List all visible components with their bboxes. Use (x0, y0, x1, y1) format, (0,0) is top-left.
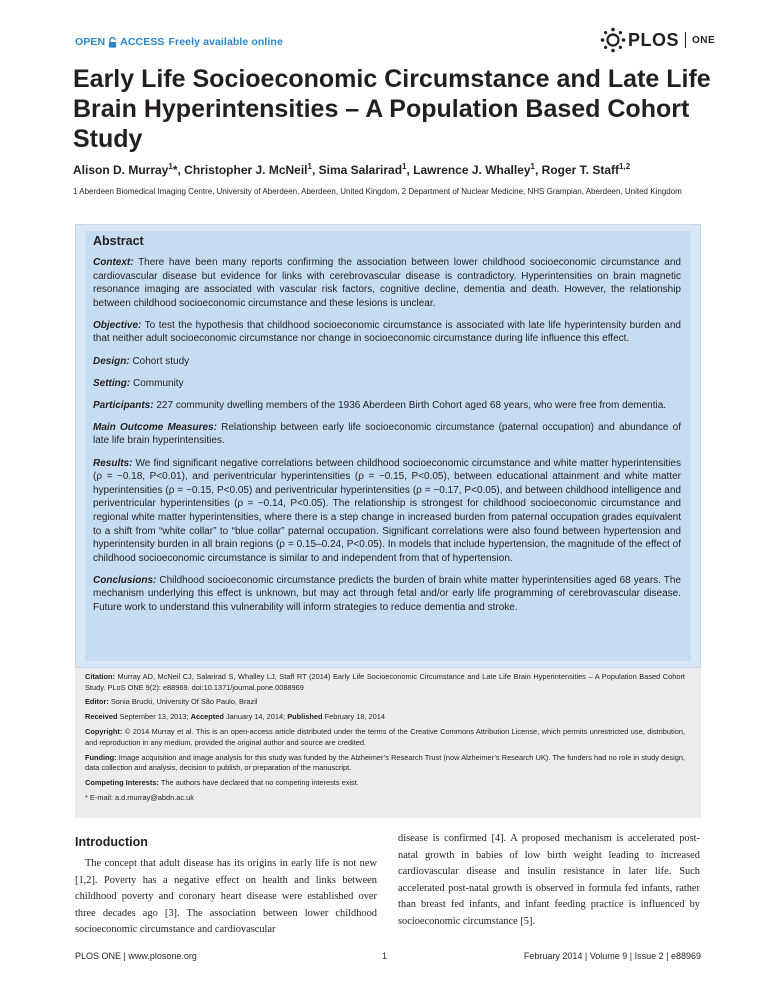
access-label: ACCESS (120, 36, 165, 48)
abstract-heading: Abstract (93, 234, 144, 248)
editor-label: Editor: (85, 697, 109, 707)
section-text: Relationship between early life socioeconomic circumstance (paternal occupation) and abundance of late life brain hyperintensities. (93, 421, 681, 447)
abstract-section-context (93, 256, 681, 310)
author-name[interactable]: Roger T. Staff (541, 163, 620, 177)
open-label: OPEN (75, 36, 106, 48)
section-label: Design: (93, 355, 130, 367)
citation-label: Citation: (85, 672, 115, 681)
intro-left-column: The concept that adult disease has its origins in early life is not new [1,2]. Poverty has a negative effect on health and links between childhood poverty and coronary heart disease were established over three decades ago [3]. The association between lower childhood socioeconomic circumstance and cardiovascular (75, 858, 377, 936)
section-text: To test the hypothesis that childhood socioeconomic circumstance is associated with late life hyperintensity burden and that neither adult socioeconomic circumstance nor change in socioeconomic circumstance during life influence this effect. (93, 319, 681, 345)
email-line[interactable]: * E-mail: a.d.murray@abdn.ac.uk (85, 793, 194, 803)
corresponding-mark: * (172, 163, 178, 177)
abstract-section-outcome-measures (93, 421, 681, 448)
abstract-content (93, 234, 681, 623)
article-title: Early Life Socioeconomic Circumstance and Late Life Brain Hyperintensities – A Population Based Cohort Study (73, 65, 711, 153)
accepted-date: January 14, 2014; (225, 712, 286, 722)
citation-line (85, 672, 685, 693)
author-list: Alison D. Murray$^1$*, Christopher J. McNeil$^1$, Sima Salarirad$^1$, Lawrence J. Whalley$^1$, Roger T. Staff$^{1,2}$ (73, 162, 631, 177)
abstract-section-results (93, 457, 681, 566)
funding-line (85, 753, 685, 774)
abstract-section-participants (93, 399, 681, 413)
plos-one-logo[interactable] (600, 27, 715, 53)
abstract-section-objective (93, 319, 681, 346)
section-label: Context: (93, 257, 134, 268)
dates-line (85, 712, 685, 723)
section-label: Main Outcome Measures: (93, 421, 217, 433)
author-affiliation-sup: 1 (307, 162, 312, 171)
affiliations: 1 Aberdeen Biomedical Imaging Centre, University of Aberdeen, Aberdeen, United Kingdom, 2 Department of Nuclear Medicine, NHS Grampian, Aberdeen, United Kingdom (73, 187, 682, 196)
received-date: September 13, 2013; (119, 712, 189, 722)
introduction-heading: Introduction (75, 835, 148, 849)
accepted-label: Accepted (190, 712, 224, 722)
copyright-line (85, 727, 685, 748)
section-text: Childhood socioeconomic circumstance predicts the burden of brain white matter hyperintensities aged 68 years. The mechanism underlying this effect is unknown, but may act through fetal and/or early life programming of cerebrovascular disease. Future work to understand this vulnerability will inform strategies to reduce dementia and stroke. (93, 574, 681, 613)
published-date: February 18, 2014 (324, 712, 385, 722)
author-name[interactable]: Lawrence J. Whalley (413, 163, 531, 177)
logo-divider (685, 32, 686, 48)
footer-issue: February 2014 | Volume 9 | Issue 2 | e88969 (523, 951, 701, 961)
competing-label: Competing Interests: (85, 778, 159, 788)
funding-text: Image acquisition and image analysis for this study was funded by the Alzheimer’s Research Trust (now Alzheimer’s Research UK). The funders had no role in study design, data collection and analysis, decision to publish, or preparation of the manuscript. (85, 752, 685, 773)
plos-logo-text: PLOS (628, 29, 680, 50)
editor-line (85, 697, 685, 708)
section-label: Results: (93, 457, 133, 469)
abstract-section-design (93, 355, 681, 369)
copyright-text: © 2014 Murray et al. This is an open-access article distributed under the terms of the Creative Commons Attribution License, which permits unrestricted use, distribution, and reproduction in any medium, provided the original author and source are credited. (85, 727, 685, 747)
journal-logo-text: ONE (692, 34, 716, 46)
section-text: We find significant negative correlations between childhood socioeconomic circumstance and white matter hyperintensities (ρ = −0.18, P<0.01), and periventricular hyperintensities (ρ = −0.15, P<0.05), between educational attainment and white matter hyperintensities (ρ = −0.15, P<0.05) and periventricular hyperintensities (ρ = −0.17, P<0.05), and between childhood intelligence and periventricular hyperintensities (ρ = −0.14, P<0.05). The relationship is strongest for childhood socioeconomic circumstance and regional white matter hyperintensities, where there is a step change in increased burden from paternal occupation grades equivalent to a shift from “white collar” to “blue collar” paternal occupation. Significant correlations were also found between hypertension and hyperintensity burden in all brain regions (ρ = 0.15–0.24, P<0.05). In models that include hypertension, the magnitude of the effect of childhood socioeconomic circumstance is similar to and independent from that of hypertension. (93, 457, 681, 564)
section-text: Community (133, 377, 184, 389)
section-text: 227 community dwelling members of the 1936 Aberdeen Birth Cohort aged 68 years, who were free from dementia. (156, 399, 667, 411)
section-text: Cohort study (132, 355, 190, 367)
abstract-section-setting (93, 377, 681, 391)
editor-text: Sonia Brucki, University Of São Paulo, Brazil (110, 697, 258, 707)
intro-right-column: disease is confirmed [4]. A proposed mechanism is accelerated post-natal growth in babies of low birth weight leading to increased cardiovascular disease and insulin resistance in later life. Such accelerated post-natal growth is observed in formula fed infants, rather than breast fed infants, and infant feeding practice is influenced by socioeconomic circumstance [5]. (398, 833, 700, 927)
abstract-section-conclusions (93, 574, 681, 615)
author-name[interactable]: Alison D. Murray (73, 163, 169, 177)
author-name[interactable]: Sima Salarirad (318, 163, 403, 177)
copyright-label: Copyright: (85, 727, 123, 737)
citation-text[interactable]: Murray AD, McNeil CJ, Salarirad S, Whalley LJ, Staff RT (2014) Early Life Socioeconomic Circumstance and Late Life Brain Hyperintensities – A Population Based Cohort Study. PLoS ONE 9(2): e88969. doi:10.1371/journal.pone.0088969 (85, 672, 685, 692)
author-affiliation-sup: 1 (168, 162, 173, 171)
funding-label: Funding: (85, 752, 117, 762)
footer-journal[interactable]: PLOS ONE | www.plosone.org (75, 951, 197, 961)
author-affiliation-sup: 1,2 (619, 162, 631, 171)
competing-interests-line (85, 778, 685, 789)
open-lock-icon (108, 37, 117, 48)
received-label: Received (85, 712, 118, 722)
page-number: 1 (382, 951, 388, 961)
freely-available-label: Freely available online (168, 36, 283, 48)
competing-text: The authors have declared that no competing interests exist. (160, 778, 359, 788)
author-affiliation-sup: 1 (402, 162, 407, 171)
published-label: Published (287, 712, 323, 722)
section-label: Conclusions: (93, 574, 157, 586)
author-name[interactable]: Christopher J. McNeil (184, 163, 308, 177)
author-affiliation-sup: 1 (530, 162, 535, 171)
section-text: There have been many reports confirming the association between lower childhood socioeconomic circumstance and cardiovascular disease but evidence for links with cerebrovascular disease is contradictory. Hyperintensities on brain magnetic resonance imaging are associated with vascular risk factors, cognitive decline, dementia and death. However, the relationship between childhood socioeconomic circumstance and these lesions is unclear. (93, 257, 681, 309)
section-label: Participants: (93, 399, 154, 411)
plos-sun-icon (600, 27, 626, 53)
section-label: Setting: (93, 377, 131, 389)
citation-content (85, 672, 685, 808)
open-access-banner (75, 36, 283, 48)
section-label: Objective: (93, 319, 142, 331)
